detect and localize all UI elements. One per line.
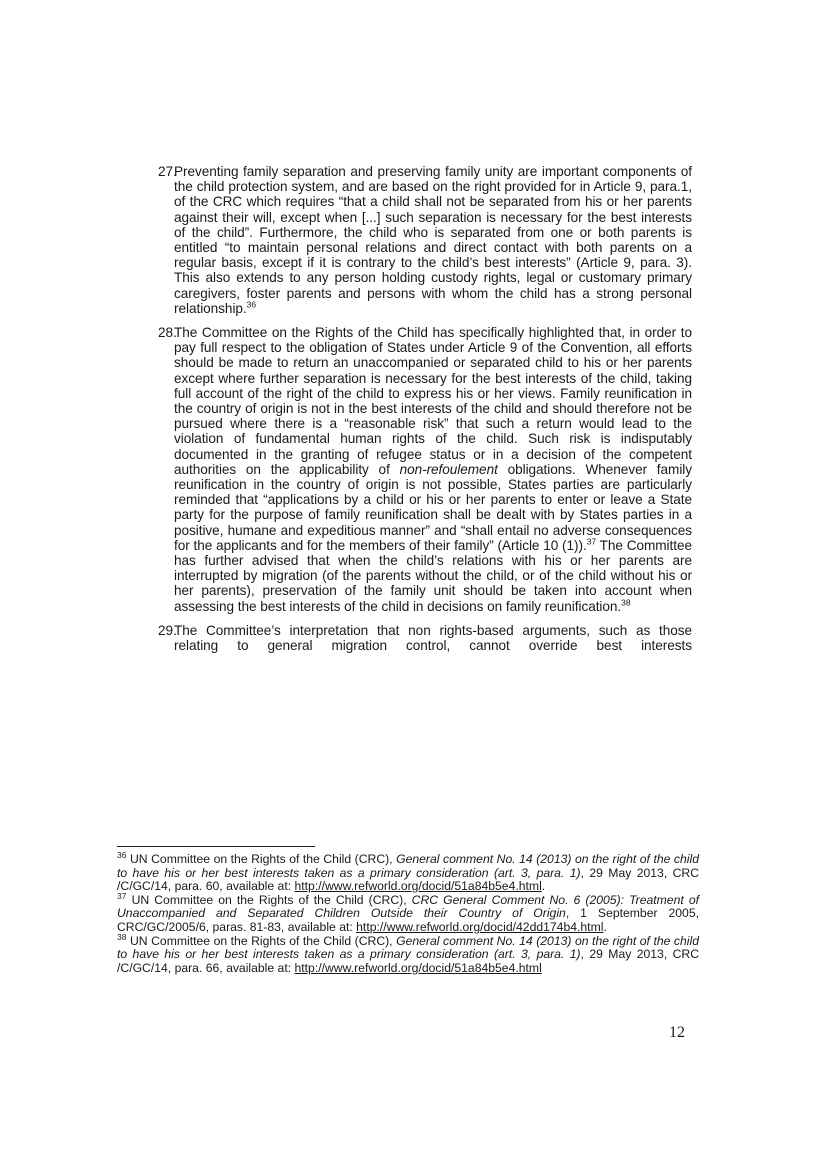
italic-term: non-refoulement xyxy=(399,461,498,477)
footnote-ref[interactable]: 38 xyxy=(621,597,631,608)
paragraph-text-cont: obligations. Whenever family reunification in the country of origin is not possible, States parties are particularly reminded that “applications by a child or his or her parents to enter or leave a State party for the purpose of family reunification shall be dealt with by States parties in a positive, humane and expeditious manner” and “shall entail no adverse consequences for the applicants and for the members of their family” (Article 10 (1)). xyxy=(174,461,693,553)
footnote-number: 36 xyxy=(117,849,127,860)
footnote-number: 37 xyxy=(117,890,127,901)
paragraph-27 xyxy=(160,164,692,316)
citation-title: General comment No. 14 (2013) on the right of the child to have his or her best interests taken as a primary consideration (art. 3, para. 1) xyxy=(117,852,699,880)
citation-title: CRC General Comment No. 6 (2005): Treatment of Unaccompanied and Separated Children Outside their Country of Origin xyxy=(117,892,699,921)
footnote-divider xyxy=(117,846,315,847)
paragraph-number: 28. xyxy=(158,325,177,341)
paragraph-text: The Committee on the Rights of the Child has specifically highlighted that, in order to pay full respect to the obligation of States under Article 9 of the Convention, all efforts should be made to return an unaccompanied or separated child to his or her parents except where further separation is necessary for the best interests of the child, taking full account of the right of the child to express his or her views. Family reunification in the country of origin is not in the best interests of the child and should therefore not be pursued where there is a “reasonable risk” that such a return would lead to the violation of fundamental human rights of the child. Such risk is indisputably documented in the granting of refugee status or in a decision of the competent authorities on the applicability of xyxy=(174,325,692,477)
paragraph-text: The Committee’s interpretation that non rights-based arguments, such as those relating to general migration control, cannot override best interests xyxy=(174,622,692,654)
footnote-number: 38 xyxy=(117,931,127,942)
paragraph-text: Preventing family separation and preserving family unity are important components of the child protection system, and are based on the right provided for in Article 9, para.1, of the CRC which requires “that a child shall not be separated from his or her parents against their will, except when [...] such separation is necessary for the best interests of the child”. Furthermore, the child who is separated from one or both parents is entitled “to maintain personal relations and direct contact with both parents on a regular basis, except if it is contrary to the child’s best interests” (Article 9, para. 3). This also extends to any person holding custody rights, legal or customary primary caregivers, foster parents and persons with whom the child has a strong personal relationship. xyxy=(174,164,692,316)
footnote-36: $^{36}$ UN Committee on the Rights of the Child (CRC), General comment No. 14 (2013) on the right of the child to have his or her best interests taken as a primary consideration (art. 3, para. 1), 29 May 2013, CRC /C/GC/14, para. 60, available at: http://www.refworld.org/docid/51a84b5e4.html. xyxy=(117,849,699,894)
footnote-38: $^{38}$ UN Committee on the Rights of the Child (CRC), General comment No. 14 (2013) on the right of the child to have his or her best interests taken as a primary consideration (art. 3, para. 1), 29 May 2013, CRC /C/GC/14, para. 66, available at: http://www.refworld.org/docid/51a84b5e4.html xyxy=(117,931,699,975)
footnote-link[interactable]: http://www.refworld.org/docid/51a84b5e4.html xyxy=(294,960,542,975)
paragraph-text-cont: The Committee has further advised that when the child’s relations with his or her parents are interrupted by migration (of the parents without the child, or of the child without his or her parents), preservation of the family unit should be taken into account when assessing the best interests of the child in decisions on family reunification. xyxy=(174,537,692,614)
citation-title: General comment No. 14 (2013) on the right of the child to have his or her best interests taken as a primary consideration (art. 3, para. 1) xyxy=(117,933,699,962)
footnote-37: $^{37}$ UN Committee on the Rights of the Child (CRC), CRC General Comment No. 6 (2005): Treatment of Unaccompanied and Separated Children Outside their Country of Origin, 1 September 2005, CRC/GC/2005/6, paras. 81-83, available at: http://www.refworld.org/docid/42dd174b4.html. xyxy=(117,890,700,934)
footnote-ref[interactable]: 37 xyxy=(586,536,597,547)
paragraph-number: 29. xyxy=(158,622,177,638)
footnote-ref[interactable]: 36 xyxy=(246,299,257,310)
footnote-link[interactable]: http://www.refworld.org/docid/51a84b5e4.html xyxy=(294,879,542,894)
paragraph-number: 27. xyxy=(158,164,177,179)
paragraph-29 xyxy=(160,623,692,653)
paragraph-28 xyxy=(160,325,692,614)
body-text xyxy=(160,164,692,662)
footnotes xyxy=(117,849,700,975)
footnote-link[interactable]: http://www.refworld.org/docid/42dd174b4.html xyxy=(356,919,604,934)
page-number: 12 xyxy=(669,1024,685,1041)
